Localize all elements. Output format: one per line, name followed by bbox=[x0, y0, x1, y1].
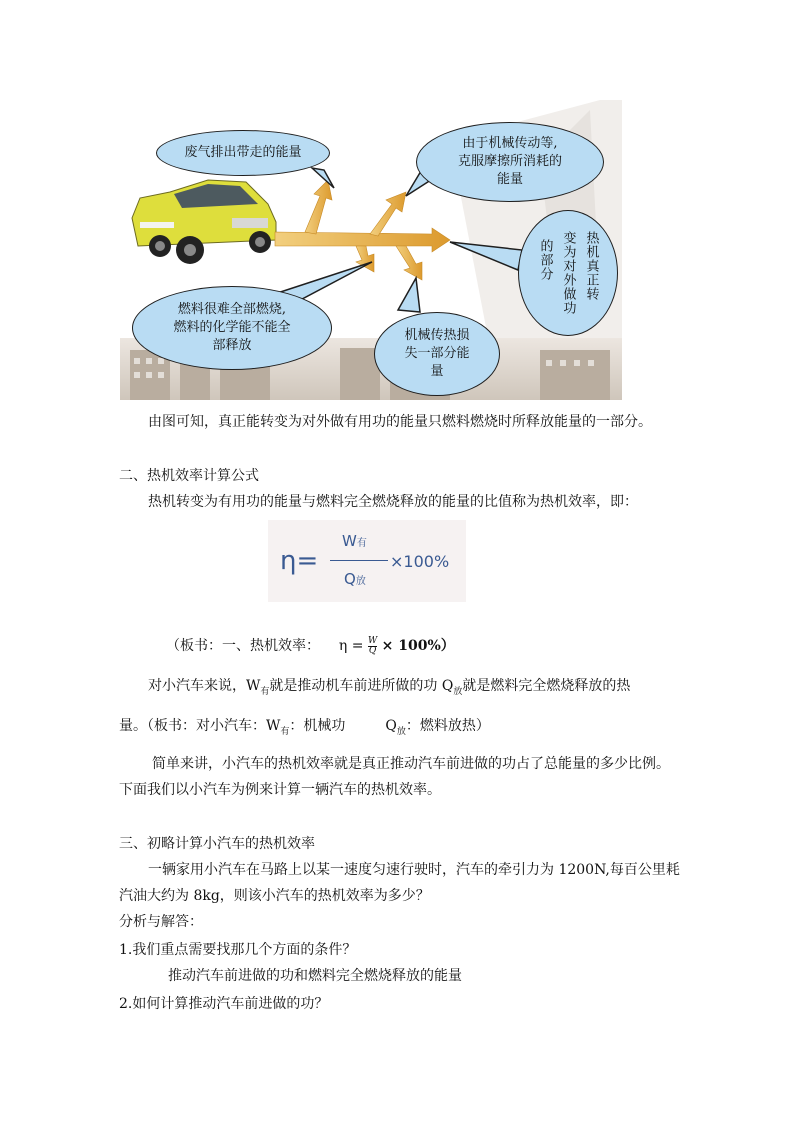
formula-den-main: Q bbox=[344, 570, 356, 588]
question-2: 2.如何计算推动汽车前进做的功？ bbox=[119, 996, 329, 1012]
simple-explanation-line2: 下面我们以小汽车为例来计算一辆汽车的热机效率。 bbox=[119, 782, 441, 798]
section2-heading: 二、热机效率计算公式 bbox=[119, 468, 259, 484]
analysis-label: 分析与解答： bbox=[119, 914, 203, 930]
bubble-friction-line2: 克服摩擦所消耗的 bbox=[457, 154, 562, 169]
formula-times: ×100% bbox=[390, 552, 450, 571]
formula-numerator bbox=[342, 532, 367, 550]
board-note-formula bbox=[166, 636, 455, 656]
paragraph-conclusion: 由图可知，真正能转变为对外做有用功的能量只燃料燃烧时所释放能量的一部分。 bbox=[148, 414, 652, 430]
formula-eta: η= bbox=[280, 546, 319, 576]
bubble-heatloss-line2: 失一部分能 bbox=[404, 346, 470, 361]
bubble-exhaust-text: 废气排出带走的能量 bbox=[184, 145, 302, 160]
car-definition-line2 bbox=[119, 716, 490, 738]
car-definition-line1 bbox=[148, 676, 630, 698]
bubble-fuel bbox=[132, 286, 332, 370]
formula-den-sub: 放 bbox=[355, 576, 366, 587]
car-line1-c: 就是燃料完全燃烧释放的热 bbox=[462, 678, 631, 694]
question-1: 1.我们重点需要找那几个方面的条件？ bbox=[119, 942, 357, 958]
bubble-friction bbox=[416, 122, 604, 202]
car-line2-d: ：燃料放热） bbox=[405, 718, 490, 734]
car-line2-c: Q bbox=[385, 718, 397, 734]
board-fraction bbox=[368, 637, 377, 656]
bubble-fuel-line3: 部释放 bbox=[212, 338, 252, 353]
bubble-useful-col3: 的部分 bbox=[537, 239, 553, 281]
bubble-useful-col1: 热机真正转 bbox=[583, 231, 599, 301]
car-line1-a: 对小汽车来说，W bbox=[148, 678, 261, 694]
car-line2-sub-w: 有 bbox=[280, 727, 290, 737]
car-line2-a: 量。（板书：对小汽车：W bbox=[119, 718, 281, 734]
board-suffix: × 100%） bbox=[381, 638, 455, 654]
answer-1: 推动汽车前进做的功和燃料完全燃烧释放的能量 bbox=[168, 968, 462, 984]
car-line1-sub-w: 有 bbox=[260, 687, 270, 697]
section2-intro: 热机转变为有用功的能量与燃料完全燃烧释放的能量的比值称为热机效率，即： bbox=[148, 494, 638, 510]
formula-fraction-bar bbox=[330, 560, 388, 561]
problem-line2: 汽油大约为 8kg，则该小汽车的热机效率为多少？ bbox=[119, 888, 430, 904]
car-line2-sub-q: 放 bbox=[396, 727, 406, 737]
bubble-friction-line1: 由于机械传动等, bbox=[462, 136, 558, 151]
bubble-fuel-line2: 燃料的化学能不能全 bbox=[173, 320, 291, 335]
bubble-heat-loss bbox=[374, 312, 500, 396]
car-line2-b: ：机械功 bbox=[289, 718, 346, 734]
bubble-useful-work bbox=[518, 210, 618, 336]
formula-denominator bbox=[344, 570, 366, 588]
board-prefix: （板书：一、热机效率： bbox=[166, 638, 320, 654]
formula-num-main: W bbox=[342, 532, 357, 550]
simple-explanation-line1: 简单来讲，小汽车的热机效率就是真正推动汽车前进做的功占了总能量的多少比例。 bbox=[152, 756, 670, 772]
formula-num-sub: 有 bbox=[356, 538, 367, 549]
car-line1-sub-q: 放 bbox=[453, 687, 463, 697]
energy-flow-figure bbox=[120, 100, 622, 400]
efficiency-formula-image bbox=[268, 520, 466, 602]
car-line1-b: 就是推动机车前进所做的功 Q bbox=[269, 678, 454, 694]
board-den: Q bbox=[368, 645, 377, 656]
board-eta: η = bbox=[338, 638, 364, 654]
problem-line1: 一辆家用小汽车在马路上以某一速度匀速行驶时，汽车的牵引力为 1200N,每百公里耗 bbox=[148, 862, 680, 878]
bubble-heatloss-line3: 量 bbox=[430, 364, 444, 379]
board-num: W bbox=[367, 635, 378, 646]
bubble-exhaust bbox=[156, 130, 330, 176]
bubble-friction-line3: 能量 bbox=[496, 172, 523, 187]
bubble-useful-col2: 变为对外做功 bbox=[560, 231, 576, 315]
bubble-fuel-line1: 燃料很难全部燃烧, bbox=[177, 302, 287, 317]
section3-heading: 三、初略计算小汽车的热机效率 bbox=[119, 836, 315, 852]
bubble-heatloss-line1: 机械传热损 bbox=[404, 328, 470, 343]
